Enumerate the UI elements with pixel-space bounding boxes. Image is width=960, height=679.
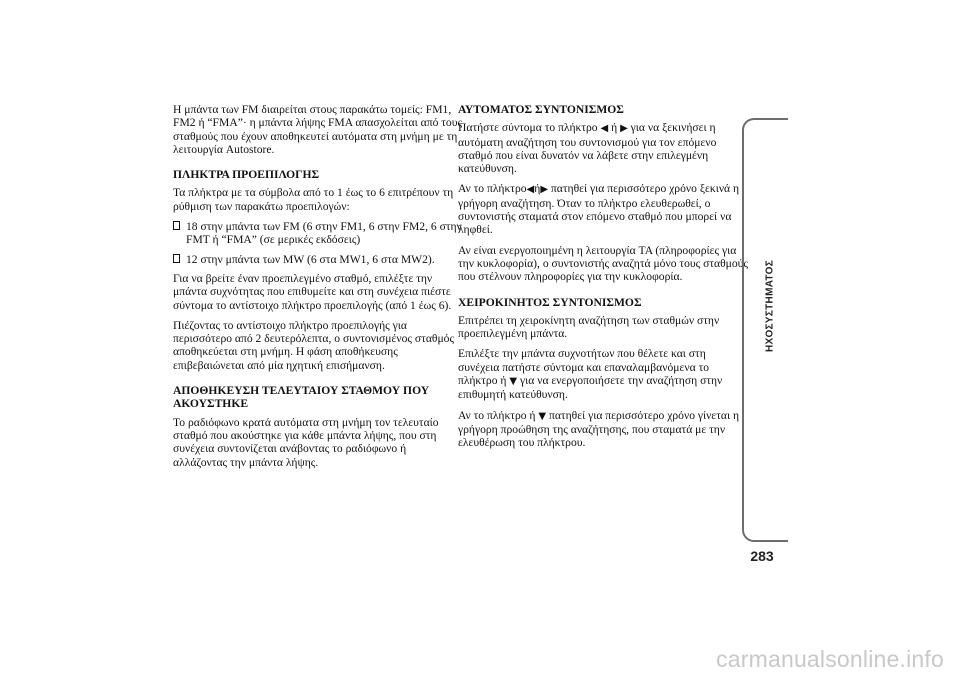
- list-item-text: 12 στην μπάντα των MW (6 στα MW1, 6 στα MW2).: [186, 252, 435, 266]
- auto-tuning-paragraph: Πατήστε σύντομα το πλήκτρο ◀ ή ▶ για να ξεκινήσει η αυτόματη αναζήτηση του συντονισμού για τον επόμενο σταθμό που είναι δυνατόν να λάβετε στην επιλεγμένη κατεύθυνση.: [458, 121, 717, 176]
- section-tab-label: ΗΧΟΣΥΣΤΗΜΑΤΟΣ: [764, 259, 776, 353]
- intro-paragraph: Η μπάντα των FM διαιρείται στους παρακάτω τομείς: FM1, FM2 ή “FMA”· η μπάντα λήψης FMA απασχολείται από τους σταθμούς που έχουν αποθηκευτεί αυτόματα στη μνήμη με τη λειτουργία Autostore.: [173, 103, 463, 156]
- preset-paragraph: Τα πλήκτρα με τα σύμβολα από το 1 έως το 6 επιτρέπουν τη ρύθμιση των παρακάτω προεπιλογών:: [173, 186, 454, 213]
- checkbox-bullet-icon: [173, 221, 180, 230]
- last-station-paragraph: Το ραδιόφωνο κρατά αυτόματα στη μνήμη τον τελευταίο σταθμό που ακούστηκε για κάθε μπάντα λήψης, που στη συνέχεια συντονίζεται ανάβοντας το ραδιόφωνο ή αλλάζοντας την μπάντα λήψης.: [173, 415, 439, 469]
- list-item: [173, 220, 463, 247]
- auto-tuning-heading: ΑΥΤΟΜΑΤΟΣ ΣΥΝΤΟΝΙΣΜΟΣ: [458, 103, 624, 116]
- ta-paragraph: Αν είναι ενεργοποιημένη η λειτουργία TA (πληροφορίες για την κυκλοφορία), ο συντονιστής αναζητά μόνο τους σταθμούς που στέλνουν πληροφορίες για την κυκλοφορία.: [458, 243, 748, 284]
- checkbox-bullet-icon: [173, 254, 180, 263]
- right-column: [458, 103, 748, 457]
- page-number: 283: [750, 548, 774, 564]
- fast-search-paragraph: Αν το πλήκτρο◀ή▶ πατηθεί για περισσότερο χρόνο ξεκινά η γρήγορη αναζήτηση. Όταν το πλήκτρο ελευθερωθεί, ο συντονιστής σταματά στον επόμενο σταθμό που μπορεί να ληφθεί.: [458, 182, 740, 237]
- manual-intro-paragraph: Επιτρέπει τη χειροκίνητη αναζήτηση των σταθμών στην προεπιλεγμένη μπάντα.: [458, 313, 720, 341]
- left-arrow-icon: ◀: [526, 184, 535, 196]
- manual-select-paragraph: Επιλέξτε την μπάντα συχνοτήτων που θέλετε και στη συνέχεια πατήστε σύντομα και επαναλαμβανόμενα το πλήκτρο ή ▼ για να ενεργοποιήσετε την αναζήτηση στην επιθυμητή κατεύθυνση.: [458, 347, 723, 402]
- left-arrow-icon: ◀: [600, 123, 609, 135]
- right-arrow-icon: ▶: [620, 123, 628, 135]
- down-arrow-icon: ▼: [538, 410, 547, 422]
- list-item-text: 18 στην μπάντα των FM (6 στην FM1, 6 στην FM2, 6 στην FMT ή “FMA” (σε μερικές εκδόσεις): [186, 220, 462, 247]
- preset-heading: ΠΛΗΚΤΡΑ ΠΡΟΕΠΙΛΟΓΗΣ: [173, 168, 320, 182]
- watermark: carmanualsonline.info: [716, 646, 944, 672]
- list-item: [173, 253, 463, 266]
- store-preset-paragraph: Πιέζοντας το αντίστοιχο πλήκτρο προεπιλογής για περισσότερο από 2 δευτερόλεπτα, ο συντονισμένος σταθμός αποθηκεύεται στη μνήμη. Η φάση αποθήκευσης επιβεβαιώνεται από μία ηχητική επισήμανση.: [173, 318, 455, 372]
- left-column: [173, 103, 463, 476]
- down-arrow-icon: ▼: [509, 376, 518, 388]
- last-station-heading: ΑΠΟΘΗΚΕΥΣΗ ΤΕΛΕΥΤΑΙΟΥ ΣΤΑΘΜΟΥ ΠΟΥ ΑΚΟΥΣΤΗΚΕ: [173, 384, 430, 411]
- manual-fast-paragraph: Αν το πλήκτρο ή ▼ πατηθεί για περισσότερο χρόνο γίνεται η γρήγορη προώθηση της αναζήτησης, που σταματά με την ελευθέρωση του πλήκτρου.: [458, 408, 740, 450]
- right-arrow-icon: ▶: [540, 184, 549, 196]
- select-preset-paragraph: Για να βρείτε έναν προεπιλεγμένο σταθμό, επιλέξτε την μπάντα συχνότητας που επιθυμείτε και στη συνέχεια πιέστε σύντομα το αντίστοιχο πλήκτρο προεπιλογής (από 1 έως 6).: [173, 271, 452, 312]
- manual-tuning-heading: ΧΕΙΡΟΚΙΝΗΤΟΣ ΣΥΝΤΟΝΙΣΜΟΣ: [458, 295, 642, 309]
